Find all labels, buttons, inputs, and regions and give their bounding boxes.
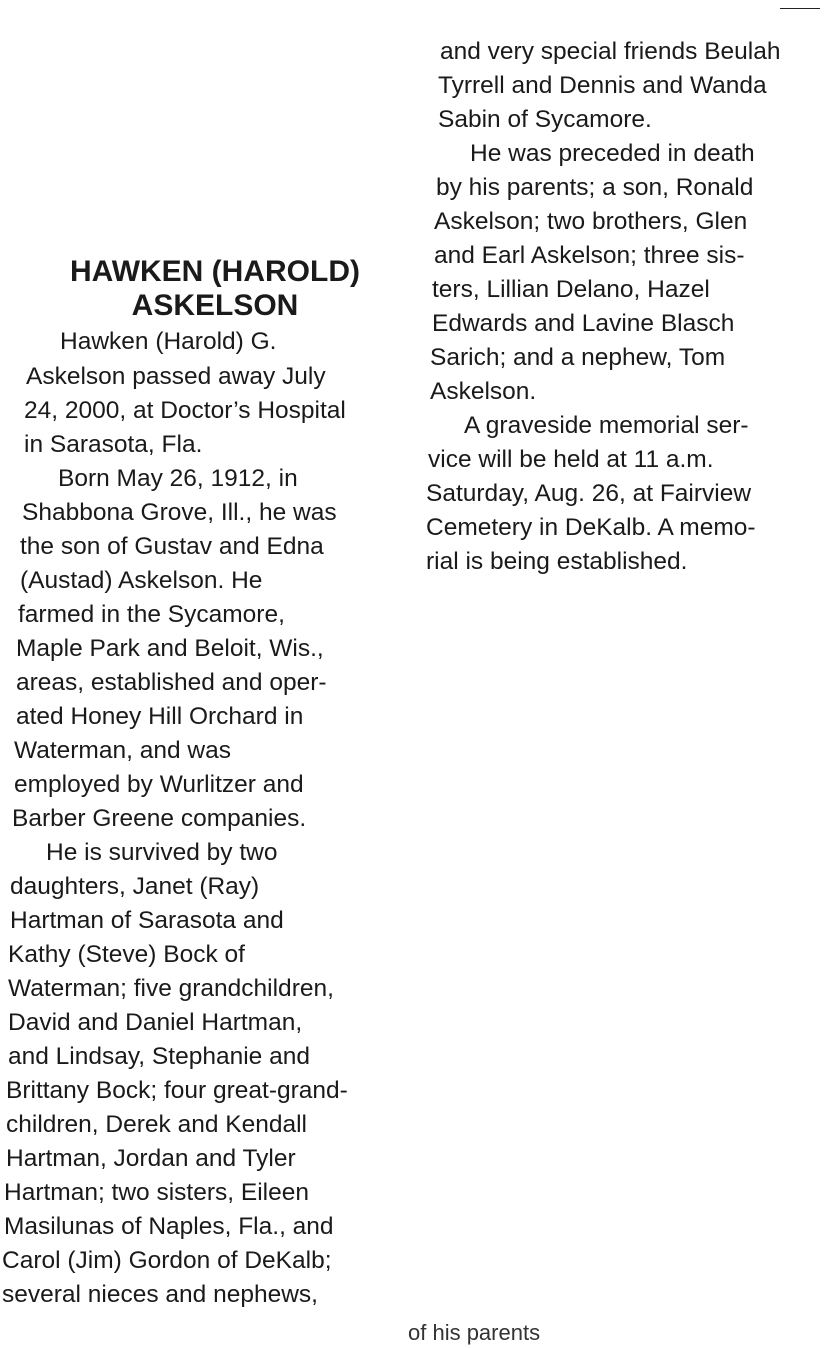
text-line: the son of Gustav and Edna xyxy=(20,533,324,560)
text-line: Maple Park and Beloit, Wis., xyxy=(16,635,324,662)
text-line: by his parents; a son, Ronald xyxy=(436,174,754,201)
text-line: Barber Greene companies. xyxy=(12,805,307,832)
text-line: areas, established and oper- xyxy=(16,669,327,696)
text-line: Hartman; two sisters, Eileen xyxy=(4,1179,309,1206)
text-line: Waterman; five grandchildren, xyxy=(8,975,334,1002)
text-line: Saturday, Aug. 26, at Fairview xyxy=(426,480,752,507)
text-line: Askelson. xyxy=(430,378,537,405)
text-line: Sarich; and a nephew, Tom xyxy=(430,344,726,371)
text-line: children, Derek and Kendall xyxy=(6,1111,307,1138)
text-line: Cemetery in DeKalb. A memo- xyxy=(426,514,756,541)
text-line: and very special friends Beulah xyxy=(440,38,781,65)
text-line: Tyrrell and Dennis and Wanda xyxy=(438,72,767,99)
text-line: 24, 2000, at Doctor’s Hospital xyxy=(24,397,346,424)
text-line: Kathy (Steve) Bock of xyxy=(8,941,245,968)
text-line: Hartman of Sarasota and xyxy=(10,907,284,934)
text-line: rial is being established. xyxy=(426,548,688,575)
text-line: A graveside memorial ser- xyxy=(464,412,749,439)
text-line: Masilunas of Naples, Fla., and xyxy=(4,1213,334,1240)
text-line: daughters, Janet (Ray) xyxy=(10,873,260,900)
text-line: Hartman, Jordan and Tyler xyxy=(6,1145,296,1172)
text-line: David and Daniel Hartman, xyxy=(8,1009,303,1036)
text-line: ters, Lillian Delano, Hazel xyxy=(432,276,710,303)
text-line: employed by Wurlitzer and xyxy=(14,771,304,798)
text-line: Askelson; two brothers, Glen xyxy=(434,208,748,235)
text-line: and Lindsay, Stephanie and xyxy=(8,1043,310,1070)
text-line: Askelson passed away July xyxy=(26,363,326,390)
top-rule xyxy=(780,8,820,9)
text-line: Edwards and Lavine Blasch xyxy=(432,310,735,337)
text-line: He is survived by two xyxy=(46,839,278,866)
text-line: He was preceded in death xyxy=(470,140,755,167)
text-line: Sabin of Sycamore. xyxy=(438,106,652,133)
text-line: Shabbona Grove, Ill., he was xyxy=(22,499,337,526)
text-line: Hawken (Harold) G. xyxy=(60,328,277,355)
text-line: in Sarasota, Fla. xyxy=(24,431,203,458)
text-line: Carol (Jim) Gordon of DeKalb; xyxy=(2,1247,332,1274)
text-line: ated Honey Hill Orchard in xyxy=(16,703,304,730)
text-line: (Austad) Askelson. He xyxy=(20,567,263,594)
text-line: vice will be held at 11 a.m. xyxy=(428,446,714,473)
title-line: HAWKEN (HAROLD) xyxy=(70,255,360,288)
text-line: farmed in the Sycamore, xyxy=(18,601,285,628)
text-line: Born May 26, 1912, in xyxy=(58,465,298,492)
text-line: Waterman, and was xyxy=(14,737,231,764)
text-line: and Earl Askelson; three sis- xyxy=(434,242,745,269)
text-line: several nieces and nephews, xyxy=(2,1281,318,1308)
title-line: ASKELSON xyxy=(131,289,299,322)
text-line: Brittany Bock; four great-grand- xyxy=(6,1077,348,1104)
obituary-title xyxy=(30,255,400,323)
cut-off-line: of his parents xyxy=(408,1320,541,1345)
